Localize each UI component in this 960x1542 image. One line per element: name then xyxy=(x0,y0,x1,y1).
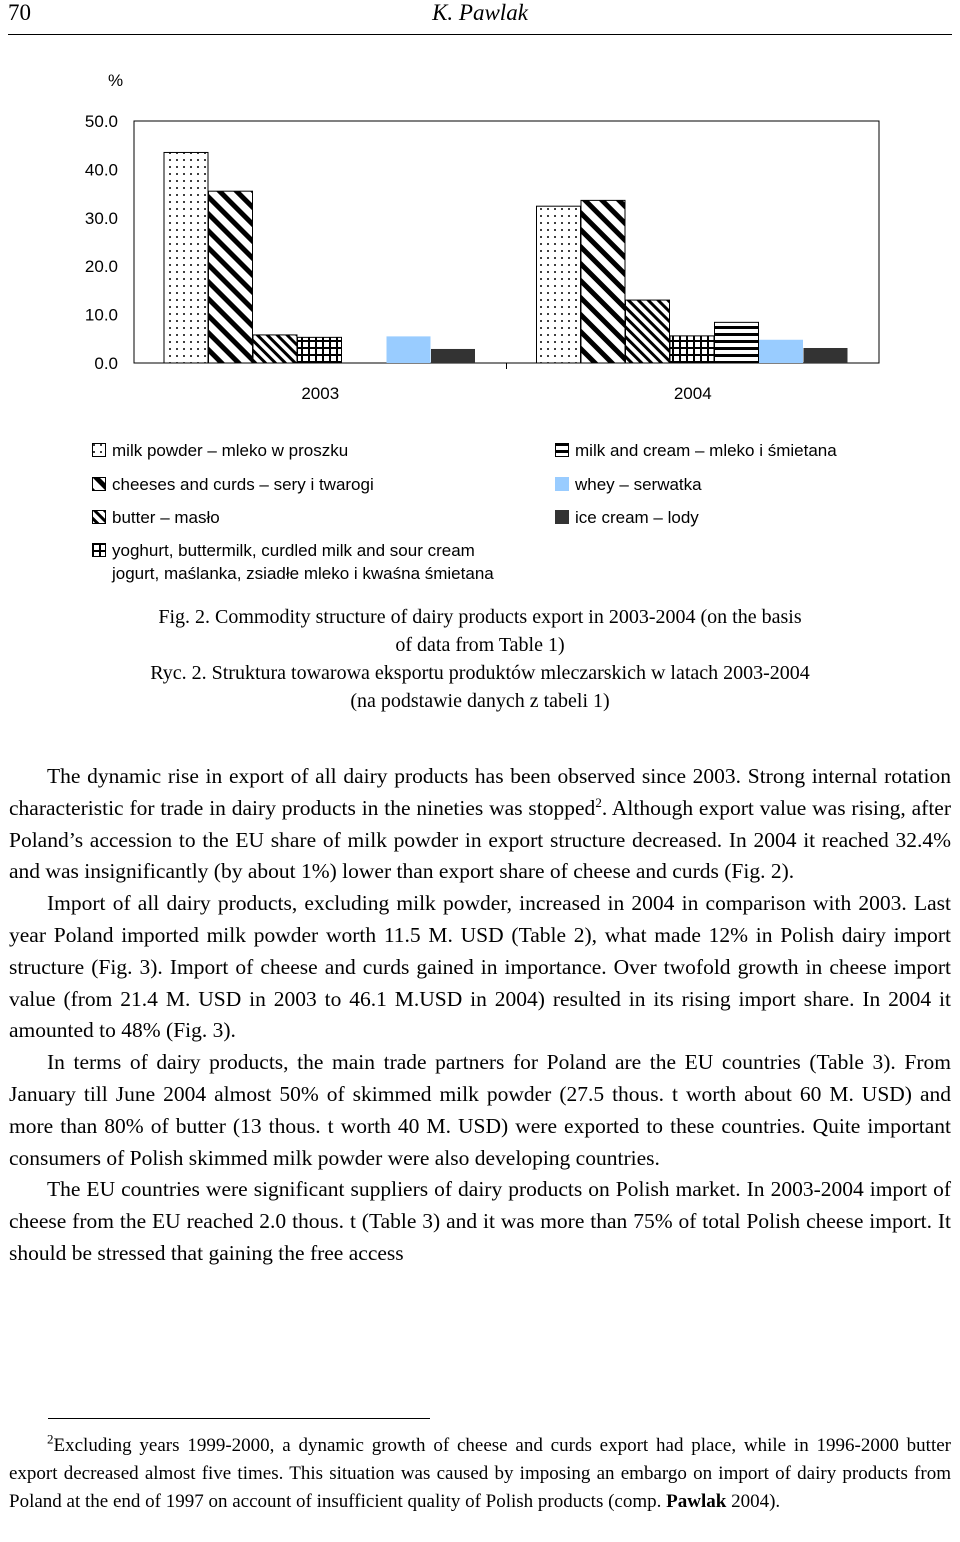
caption-line: (na podstawie danych z tabeli 1) xyxy=(350,690,610,712)
bar-whey-2003 xyxy=(387,336,431,363)
legend-label: whey – serwatka xyxy=(575,475,702,494)
y-tick-label: 50.0 xyxy=(84,112,118,131)
footnote-text: Excluding years 1999-2000, a dynamic growth of cheese and curds export had place, while in 1996-2000 butter export decreased almost five times. This situation was caused by imposing an embargo on import of dairy products from Poland at the end of 1997 on account of insufficient quality of Polish products (comp. xyxy=(9,1435,951,1512)
running-title: K. Pawlak xyxy=(432,0,528,25)
footnote-author: Pawlak xyxy=(666,1490,727,1512)
page-header xyxy=(8,0,952,35)
bar-ice_cream-2004 xyxy=(804,348,848,363)
bar-milk_powder-2003 xyxy=(164,152,208,363)
page-number: 70 xyxy=(8,0,31,25)
y-tick-label: 0.0 xyxy=(94,354,118,373)
bar-ice_cream-2003 xyxy=(431,349,475,363)
legend-label: butter – masło xyxy=(112,508,220,527)
paragraph: Import of all dairy products, excluding milk powder, increased in 2004 in comparison with 2003. Last year Poland imported milk powder worth 11.5 M. USD (Table 2), what made 12% in Polish dairy import structure (Fig. 3). Import of cheese and curds gained in importance. Over twofold growth in cheese import value (from 21.4 M. USD in 2003 to 46.1 M.USD in 2004) resulted in its rising import share. In 2004 it amounted to 48% (Fig. 3). xyxy=(9,891,951,1043)
legend-label-pl: jogurt, maślanka, zsiadłe mleko i kwaśna śmietana xyxy=(112,564,494,583)
body-text xyxy=(9,761,951,1270)
legend-label: ice cream – lody xyxy=(575,508,699,527)
footnote xyxy=(9,1432,951,1515)
paragraph-text: . Although export value was rising, after Poland’s accession to the EU share of milk powder in export structure decreased. In 2004 it reached 32.4% and was insignificantly (by about 1%) lower than export share of cheese and curds (Fig. 2). xyxy=(9,795,952,884)
caption-line: of data from Table 1) xyxy=(395,634,565,656)
bar-whey-2004 xyxy=(759,340,803,363)
bar-chart xyxy=(0,60,960,403)
x-tick-label: 2004 xyxy=(673,384,712,403)
paragraph-text: The dynamic rise in export of all dairy products has been observed since 2003. Strong internal rotation characteristic for trade in dairy products in the nineties was stopped xyxy=(9,764,951,820)
bar-butter-2004 xyxy=(626,300,670,363)
x-tick-label: 2003 xyxy=(301,384,340,403)
footnote-ref[interactable]: 2 xyxy=(595,794,602,810)
bar-yoghurt-2003 xyxy=(298,337,342,363)
caption-line: Fig. 2. Commodity structure of dairy products export in 2003-2004 (on the basis xyxy=(158,606,802,628)
footnote-rule xyxy=(48,1418,430,1419)
paragraph: The EU countries were significant suppliers of dairy products on Polish market. In 2003-2004 import of cheese from the EU reached 2.0 thous. t (Table 3) and it was more than 75% of total Polish cheese import. It should be stressed that gaining the free access xyxy=(9,1177,951,1265)
y-tick-label: 20.0 xyxy=(84,257,118,277)
footnote-number: 2 xyxy=(47,1431,54,1447)
legend-label: yoghurt, buttermilk, curdled milk and sour cream xyxy=(112,541,475,560)
y-axis-label: % xyxy=(108,71,124,90)
figure-caption-en xyxy=(0,603,960,659)
caption-line: Ryc. 2. Struktura towarowa eksportu produktów mleczarskich w latach 2003-2004 xyxy=(150,662,810,684)
figure-caption-pl xyxy=(0,659,960,715)
legend-label: milk and cream – mleko i śmietana xyxy=(575,441,837,460)
bar-yoghurt-2004 xyxy=(670,336,714,363)
bar-cheeses-2003 xyxy=(209,191,253,363)
footnote-text: 2004). xyxy=(726,1490,781,1512)
bar-cheeses-2004 xyxy=(581,200,625,363)
bar-milk_cream-2004 xyxy=(715,322,759,363)
legend-label: cheeses and curds – sery i twarogi xyxy=(112,475,374,494)
legend-label: milk powder – mleko w proszku xyxy=(112,441,349,460)
bar-butter-2003 xyxy=(253,335,297,363)
y-tick-label: 30.0 xyxy=(84,208,118,228)
bar-milk_powder-2004 xyxy=(537,206,581,363)
y-tick-label: 10.0 xyxy=(84,305,118,325)
y-tick-label: 40.0 xyxy=(84,160,118,180)
paragraph xyxy=(9,761,951,888)
paragraph: In terms of dairy products, the main trade partners for Poland are the EU countries (Table 3). From January till June 2004 almost 50% of skimmed milk powder (27.5 thous. t worth about 60 M. USD) and more than 80% of butter (13 thous. t worth 40 M. USD) were exported to these countries. Quite important consumers of Polish skimmed milk powder were also developing countries. xyxy=(9,1050,951,1170)
